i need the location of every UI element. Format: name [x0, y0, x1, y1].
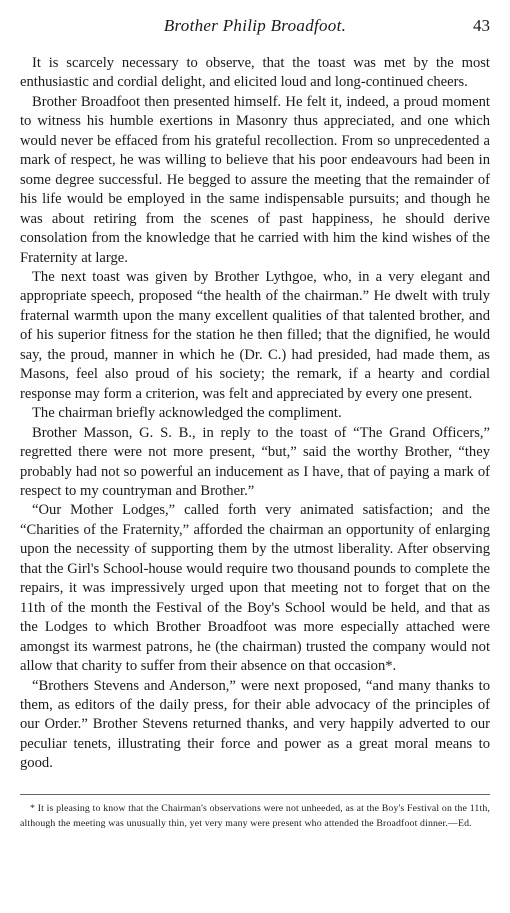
- body-text: [20, 54, 490, 774]
- page-header: [20, 8, 490, 38]
- paragraph: The chairman briefly acknowledged the compliment.: [32, 405, 342, 422]
- paragraph: The next toast was given by Brother Lythgoe, who, in a very elegant and appropriate speech, proposed “the health of the chairman.” He dwelt with truly fraternal warmth upon the many excellent qualities of that talented brother, and of his superior fitness for the station he then filled; that the dignified, he would say, the proud, manner in which he (Dr. C.) had presided, had made them, as Masons, feel also proud of his society; the remark, if a hearty and cordial response may form a criterion, was felt and appreciated by every one present.: [20, 268, 490, 402]
- paragraph: “Our Mother Lodges,” called forth very animated satisfaction; and the “Charities of the Fraternity,” afforded the chairman an opportunity of enlarging upon the necessity of supporting them by the utmost liberality. After observing that the Girl's School-house would require two thousand pounds to complete the repairs, it was impressively urged upon that meeting not to forget that on the 11th of the month the Festival of the Boy's School would be held, and that as the Lodges to which Brother Broadfoot was more especially attached were amongst its warmest patrons, he (the chairman) trusted the company would not allow that charity to suffer from their absence on that occasion*.: [20, 502, 490, 675]
- paragraph: “Brothers Stevens and Anderson,” were next proposed, “and many thanks to them, as editors of the daily press, for their able advocacy of the principles of our Order.” Brother Stevens returned thanks, and very happily adverted to our peculiar tenets, illustrating their force and power as a great moral means to good.: [20, 677, 490, 772]
- footnote-divider: [20, 794, 490, 795]
- footnote: * It is pleasing to know that the Chairman's observations were not unheeded, as at the Boy's Festival on the 11th, although the meeting was unusually thin, yet very many were present who attended the Broadfoot dinner.—Ed.: [20, 802, 490, 829]
- paragraph: It is scarcely necessary to observe, that the toast was met by the most enthusiastic and cordial delight, and elicited loud and long-continued cheers.: [20, 55, 490, 91]
- book-page: [20, 8, 490, 831]
- page-number: 43: [473, 16, 490, 35]
- paragraph: Brother Broadfoot then presented himself. He felt it, indeed, a proud moment to witness his humble exertions in Masonry thus appreciated, and one which would never be effaced from his grateful recollection. From so unprecedented a mark of respect, he was willing to believe that his poor endeavours had been in some degree successful. He begged to assure the meeting that the remainder of his life would be employed in the same indispensable pursuits; and though he was about retiring from the scenes of past happiness, he should derive consolation from the knowledge that he carried with him the kind wishes of the Fraternity at large.: [20, 93, 490, 266]
- running-title: Brother Philip Broadfoot.: [163, 16, 347, 35]
- paragraph: Brother Masson, G. S. B., in reply to the toast of “The Grand Officers,” regretted there were not more present, “but,” said the worthy Brother, “they probably had not so powerful an inducement as I have, that of paying a mark of respect to my countryman and Brother.”: [20, 424, 490, 499]
